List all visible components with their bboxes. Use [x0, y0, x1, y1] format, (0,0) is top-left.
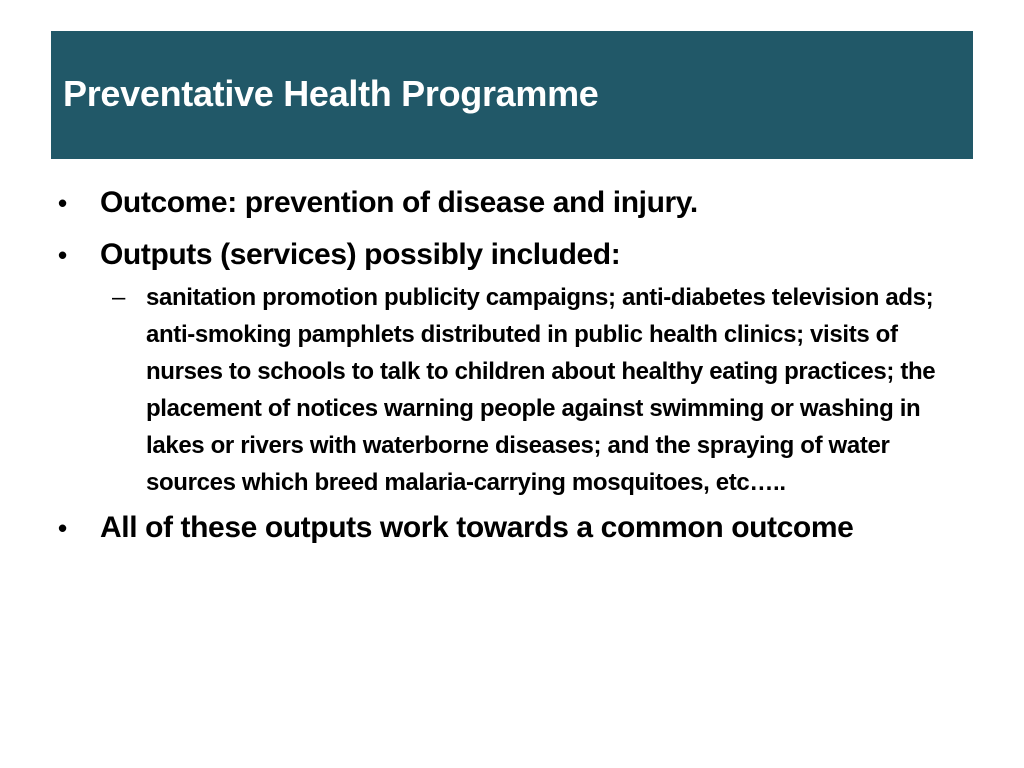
sub-bullet-services: [0, 279, 1024, 501]
bullet-common-outcome: [0, 507, 1024, 549]
bullet-text: Outcome: prevention of disease and injury.: [100, 186, 698, 219]
dash-marker: –: [112, 284, 125, 311]
bullet-outputs: [0, 234, 1024, 276]
title-bar: [51, 31, 973, 159]
bullet-marker: •: [58, 188, 67, 218]
sub-bullet-text: sanitation promotion publicity campaigns; anti-diabetes television ads; anti-smoking pamphlets distributed in public health clinics; visits of nurses to schools to talk to children about healthy eating practices; the placement of notices warning people against swimming or washing in lakes or rivers with waterborne diseases; and the spraying of water sources which breed malaria-carrying mosquitoes, etc…..: [146, 284, 936, 496]
slide-body: [0, 180, 1024, 549]
slide-title: Preventative Health Programme: [63, 73, 599, 114]
bullet-marker: •: [58, 240, 67, 270]
bullet-marker: •: [58, 513, 67, 543]
bullet-text: All of these outputs work towards a common outcome: [100, 511, 854, 544]
bullet-text: Outputs (services) possibly included:: [100, 238, 621, 271]
bullet-outcome: [0, 182, 1024, 224]
